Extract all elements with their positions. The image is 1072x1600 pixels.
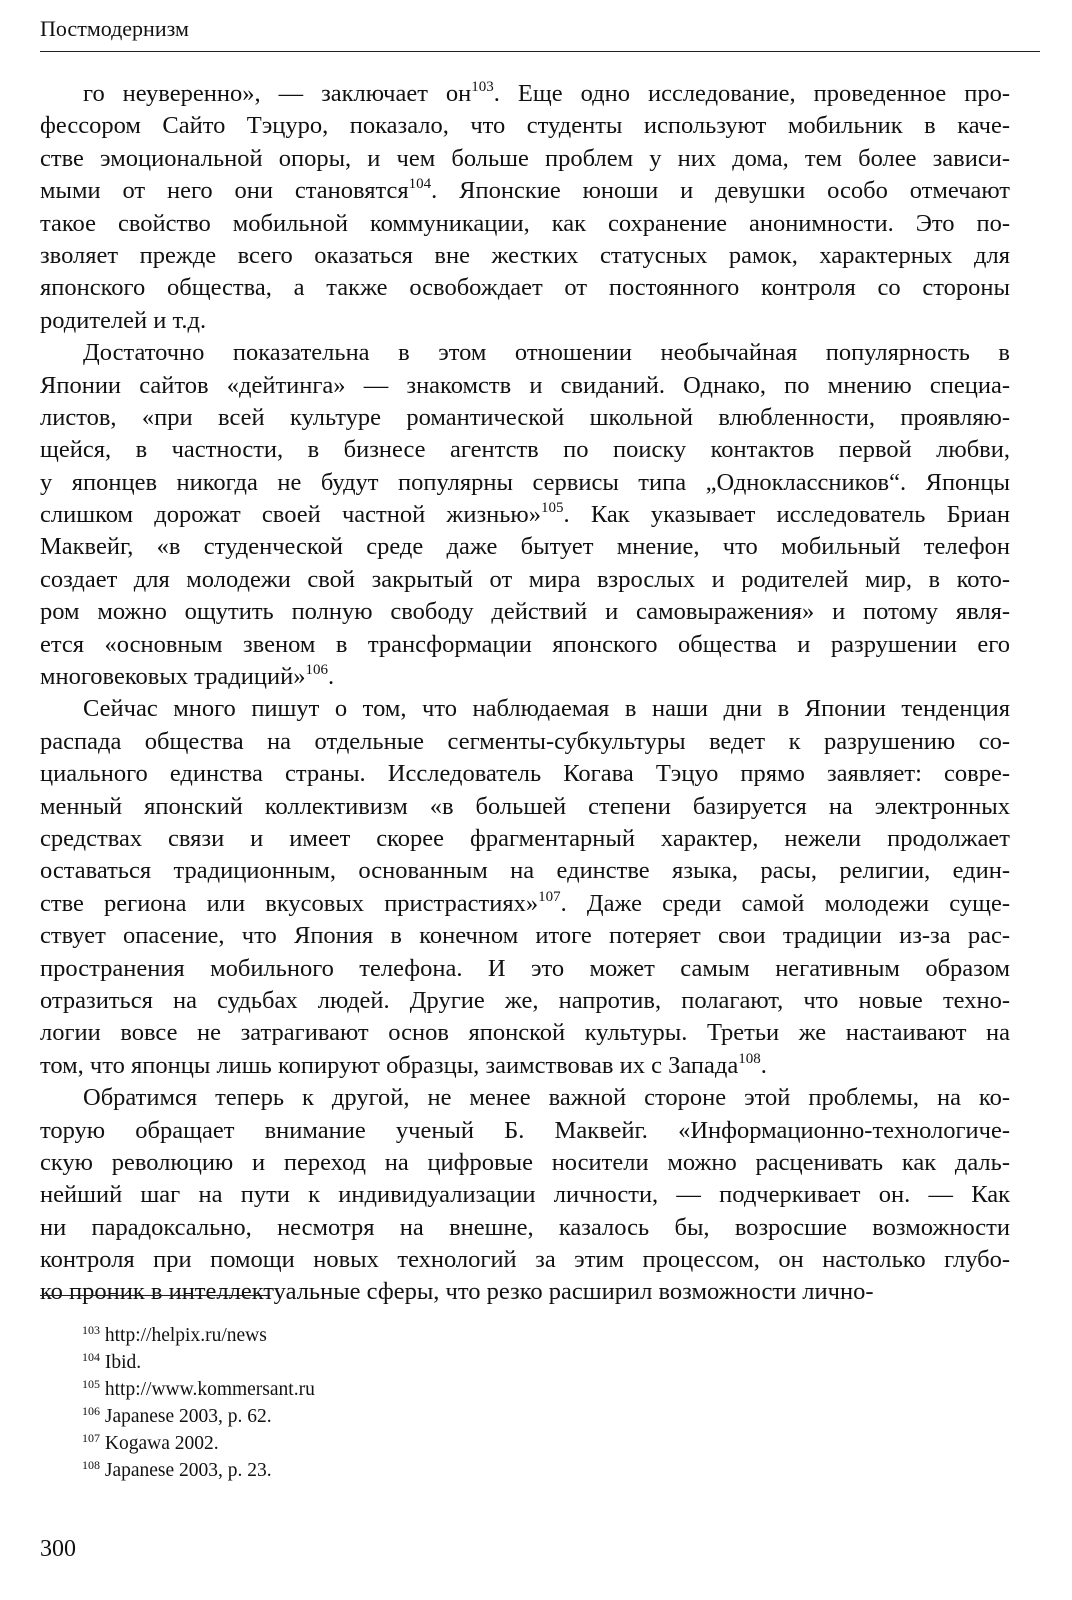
- footnote-ref: 105: [540, 500, 564, 517]
- text-segment: менный японский коллективизм «в большей степени базируется на электронных: [40, 792, 1010, 820]
- footnote-text: Kogawa 2002.: [104, 1433, 219, 1454]
- text-segment: фессором Сайто Тэцуро, показало, что студенты используют мобильник в каче-: [40, 112, 1010, 140]
- text-segment: стве региона или вкусовых пристрастиях»: [40, 889, 539, 917]
- text-line: [40, 564, 1010, 596]
- text-line: [40, 758, 1010, 790]
- footnote: [82, 1376, 315, 1403]
- text-line: [40, 888, 1010, 920]
- text-segment: стве эмоциональной опоры, и чем больше проблем у них дома, тем более зависи-: [40, 144, 1010, 172]
- text-segment: том, что японцы лишь копируют образцы, заимствовав их с Запада: [40, 1051, 739, 1079]
- text-line: [40, 208, 1010, 240]
- footnote-ref: 108: [738, 1050, 761, 1067]
- text-line: [40, 920, 1010, 952]
- text-segment: нейший шаг на пути к индивидуализации личности, — подчеркивает он. — Как: [40, 1181, 1010, 1209]
- text-segment: торую обращает внимание ученый Б. Маквейг. «Информационно-технологиче-: [40, 1116, 1010, 1144]
- text-segment: слишком дорожат своей частной жизнью»: [40, 501, 541, 529]
- text-line: [40, 78, 1010, 110]
- text-segment: . Еще одно исследование, проведенное про-: [493, 80, 1010, 107]
- text-segment: распада общества на отдельные сегменты-субкультуры ведет к разрушению со-: [40, 727, 1010, 755]
- text-line: [40, 1147, 1010, 1179]
- text-line: [40, 823, 1010, 855]
- paragraph: [40, 78, 1010, 337]
- footnote-text: Japanese 2003, p. 62.: [104, 1406, 272, 1427]
- text-segment: создает для молодежи свой закрытый от мира взрослых и родителей мир, в кото-: [40, 565, 1010, 593]
- text-segment: пространения мобильного телефона. И это может самым негативным образом: [40, 954, 1010, 982]
- text-line: [40, 467, 1010, 499]
- header-rule: [40, 51, 1040, 52]
- text-segment: контроля при помощи новых технологий за этим процессом, он настолько глубо-: [40, 1246, 1010, 1274]
- text-segment: . Даже среди самой молодежи суще-: [560, 889, 1010, 917]
- text-segment: Достаточно показательна в этом отношении необычайная популярность в: [83, 339, 1010, 367]
- footnote-number: 104: [82, 1350, 100, 1364]
- text-segment: .: [327, 663, 335, 691]
- text-line: [40, 661, 1010, 693]
- text-line: [40, 726, 1010, 758]
- text-line: [40, 402, 1010, 434]
- text-line: [40, 499, 1010, 531]
- text-segment: мыми от него они становятся: [40, 177, 409, 205]
- text-line: [40, 370, 1010, 402]
- text-line: [40, 305, 1010, 337]
- footnote-ref: 107: [538, 888, 561, 905]
- main-text: [40, 78, 1010, 1309]
- text-line: [40, 791, 1010, 823]
- text-segment: ко проник в интеллектуальные сферы, что резко расширил возможности лично-: [40, 1278, 874, 1306]
- text-line: [40, 953, 1010, 985]
- text-segment: щейся, в частности, в бизнесе агентств по поиску контактов первой любви,: [40, 436, 1010, 464]
- text-line: [40, 693, 1010, 725]
- text-line: [40, 337, 1010, 369]
- text-line: [40, 1115, 1010, 1147]
- footnote-text: Ibid.: [104, 1352, 142, 1373]
- paragraph: [40, 693, 1010, 1082]
- text-line: [40, 629, 1010, 661]
- text-segment: Обратимся теперь к другой, не менее важной стороне этой проблемы, на ко-: [83, 1084, 1010, 1112]
- text-segment: скую революцию и переход на цифровые носители можно расценивать как даль-: [40, 1148, 1010, 1176]
- footnote: [82, 1430, 315, 1457]
- text-segment: отразиться на судьбах людей. Другие же, напротив, полагают, что новые техно-: [40, 986, 1010, 1014]
- text-line: [40, 175, 1010, 207]
- text-segment: ни парадоксально, несмотря на внешне, казалось бы, возросшие возможности: [40, 1213, 1010, 1241]
- footnote-ref: 103: [471, 79, 494, 95]
- text-segment: Сейчас много пишут о том, что наблюдаемая в наши дни в Японии тенденция: [83, 695, 1010, 723]
- text-line: [40, 1050, 1010, 1082]
- footnote: [82, 1349, 315, 1376]
- text-line: [40, 272, 1010, 304]
- text-line: [40, 240, 1010, 272]
- text-line: [40, 143, 1010, 175]
- text-segment: го неуверенно», — заключает он: [83, 80, 472, 107]
- footnote: [82, 1403, 315, 1430]
- text-line: [40, 1212, 1010, 1244]
- footnote-number: 108: [82, 1458, 100, 1472]
- text-line: [40, 985, 1010, 1017]
- text-line: [40, 855, 1010, 887]
- footnote-number: 106: [82, 1404, 100, 1418]
- text-line: [40, 110, 1010, 142]
- footnote-separator: [40, 1295, 270, 1296]
- text-segment: у японцев никогда не будут популярны сервисы типа „Одноклассников“. Японцы: [40, 468, 1010, 496]
- text-segment: . Японские юноши и девушки особо отмечают: [431, 177, 1011, 205]
- paragraph: [40, 1082, 1010, 1309]
- text-line: [40, 1179, 1010, 1211]
- text-line: [40, 434, 1010, 466]
- text-line: [40, 596, 1010, 628]
- footnote-ref: 106: [305, 662, 328, 679]
- footnote-text: Japanese 2003, p. 23.: [104, 1460, 272, 1481]
- footnote-number: 103: [82, 1323, 100, 1337]
- text-segment: Маквейг, «в студенческой среде даже бытует мнение, что мобильный телефон: [40, 533, 1010, 561]
- footnote: [82, 1322, 315, 1349]
- text-segment: листов, «при всей культуре романтической школьной влюбленности, проявляю-: [40, 403, 1010, 431]
- text-segment: Японии сайтов «дейтинга» — знакомств и свиданий. Однако, по мнению специа-: [40, 371, 1010, 399]
- text-line: [40, 1276, 1010, 1308]
- text-line: [40, 1244, 1010, 1276]
- text-line: [40, 531, 1010, 563]
- running-head: Постмодернизм: [40, 16, 189, 41]
- text-line: [40, 1017, 1010, 1049]
- text-line: [40, 1082, 1010, 1114]
- footnote-text: http://helpix.ru/news: [104, 1325, 267, 1346]
- text-segment: ствует опасение, что Япония в конечном итоге потеряет свои традиции из-за рас-: [40, 922, 1010, 950]
- text-segment: многовековых традиций»: [40, 663, 306, 691]
- text-segment: . Как указывает исследователь Бриан: [563, 501, 1010, 529]
- text-segment: логии вовсе не затрагивают основ японской культуры. Третьи же настаивают на: [40, 1019, 1010, 1047]
- text-segment: оставаться традиционным, основанным на единстве языка, расы, религии, един-: [40, 857, 1010, 885]
- text-segment: японского общества, а также освобождает от постоянного контроля со стороны: [40, 274, 1010, 302]
- footnote: [82, 1457, 315, 1484]
- page-number: 300: [40, 1536, 76, 1562]
- text-segment: .: [760, 1051, 767, 1079]
- footnote-number: 105: [82, 1377, 100, 1391]
- text-segment: ется «основным звеном в трансформации японского общества и разрушении его: [40, 630, 1010, 658]
- text-segment: родителей и т.д.: [40, 306, 207, 334]
- text-segment: зволяет прежде всего оказаться вне жестких статусных рамок, характерных для: [40, 241, 1010, 269]
- text-segment: циального единства страны. Исследователь Когава Тэцуо прямо заявляет: совре-: [40, 760, 1010, 788]
- footnote-number: 107: [82, 1431, 100, 1445]
- paragraph: [40, 337, 1010, 693]
- text-segment: ром можно ощутить полную свободу действий и самовыражения» и потому явля-: [40, 598, 1010, 626]
- text-segment: такое свойство мобильной коммуникации, как сохранение анонимности. Это по-: [40, 209, 1010, 237]
- footnote-ref: 104: [408, 176, 432, 193]
- footnote-text: http://www.kommersant.ru: [104, 1379, 315, 1400]
- text-segment: средствах связи и имеет скорее фрагментарный характер, нежели продолжает: [40, 824, 1010, 852]
- footnotes: [82, 1322, 315, 1484]
